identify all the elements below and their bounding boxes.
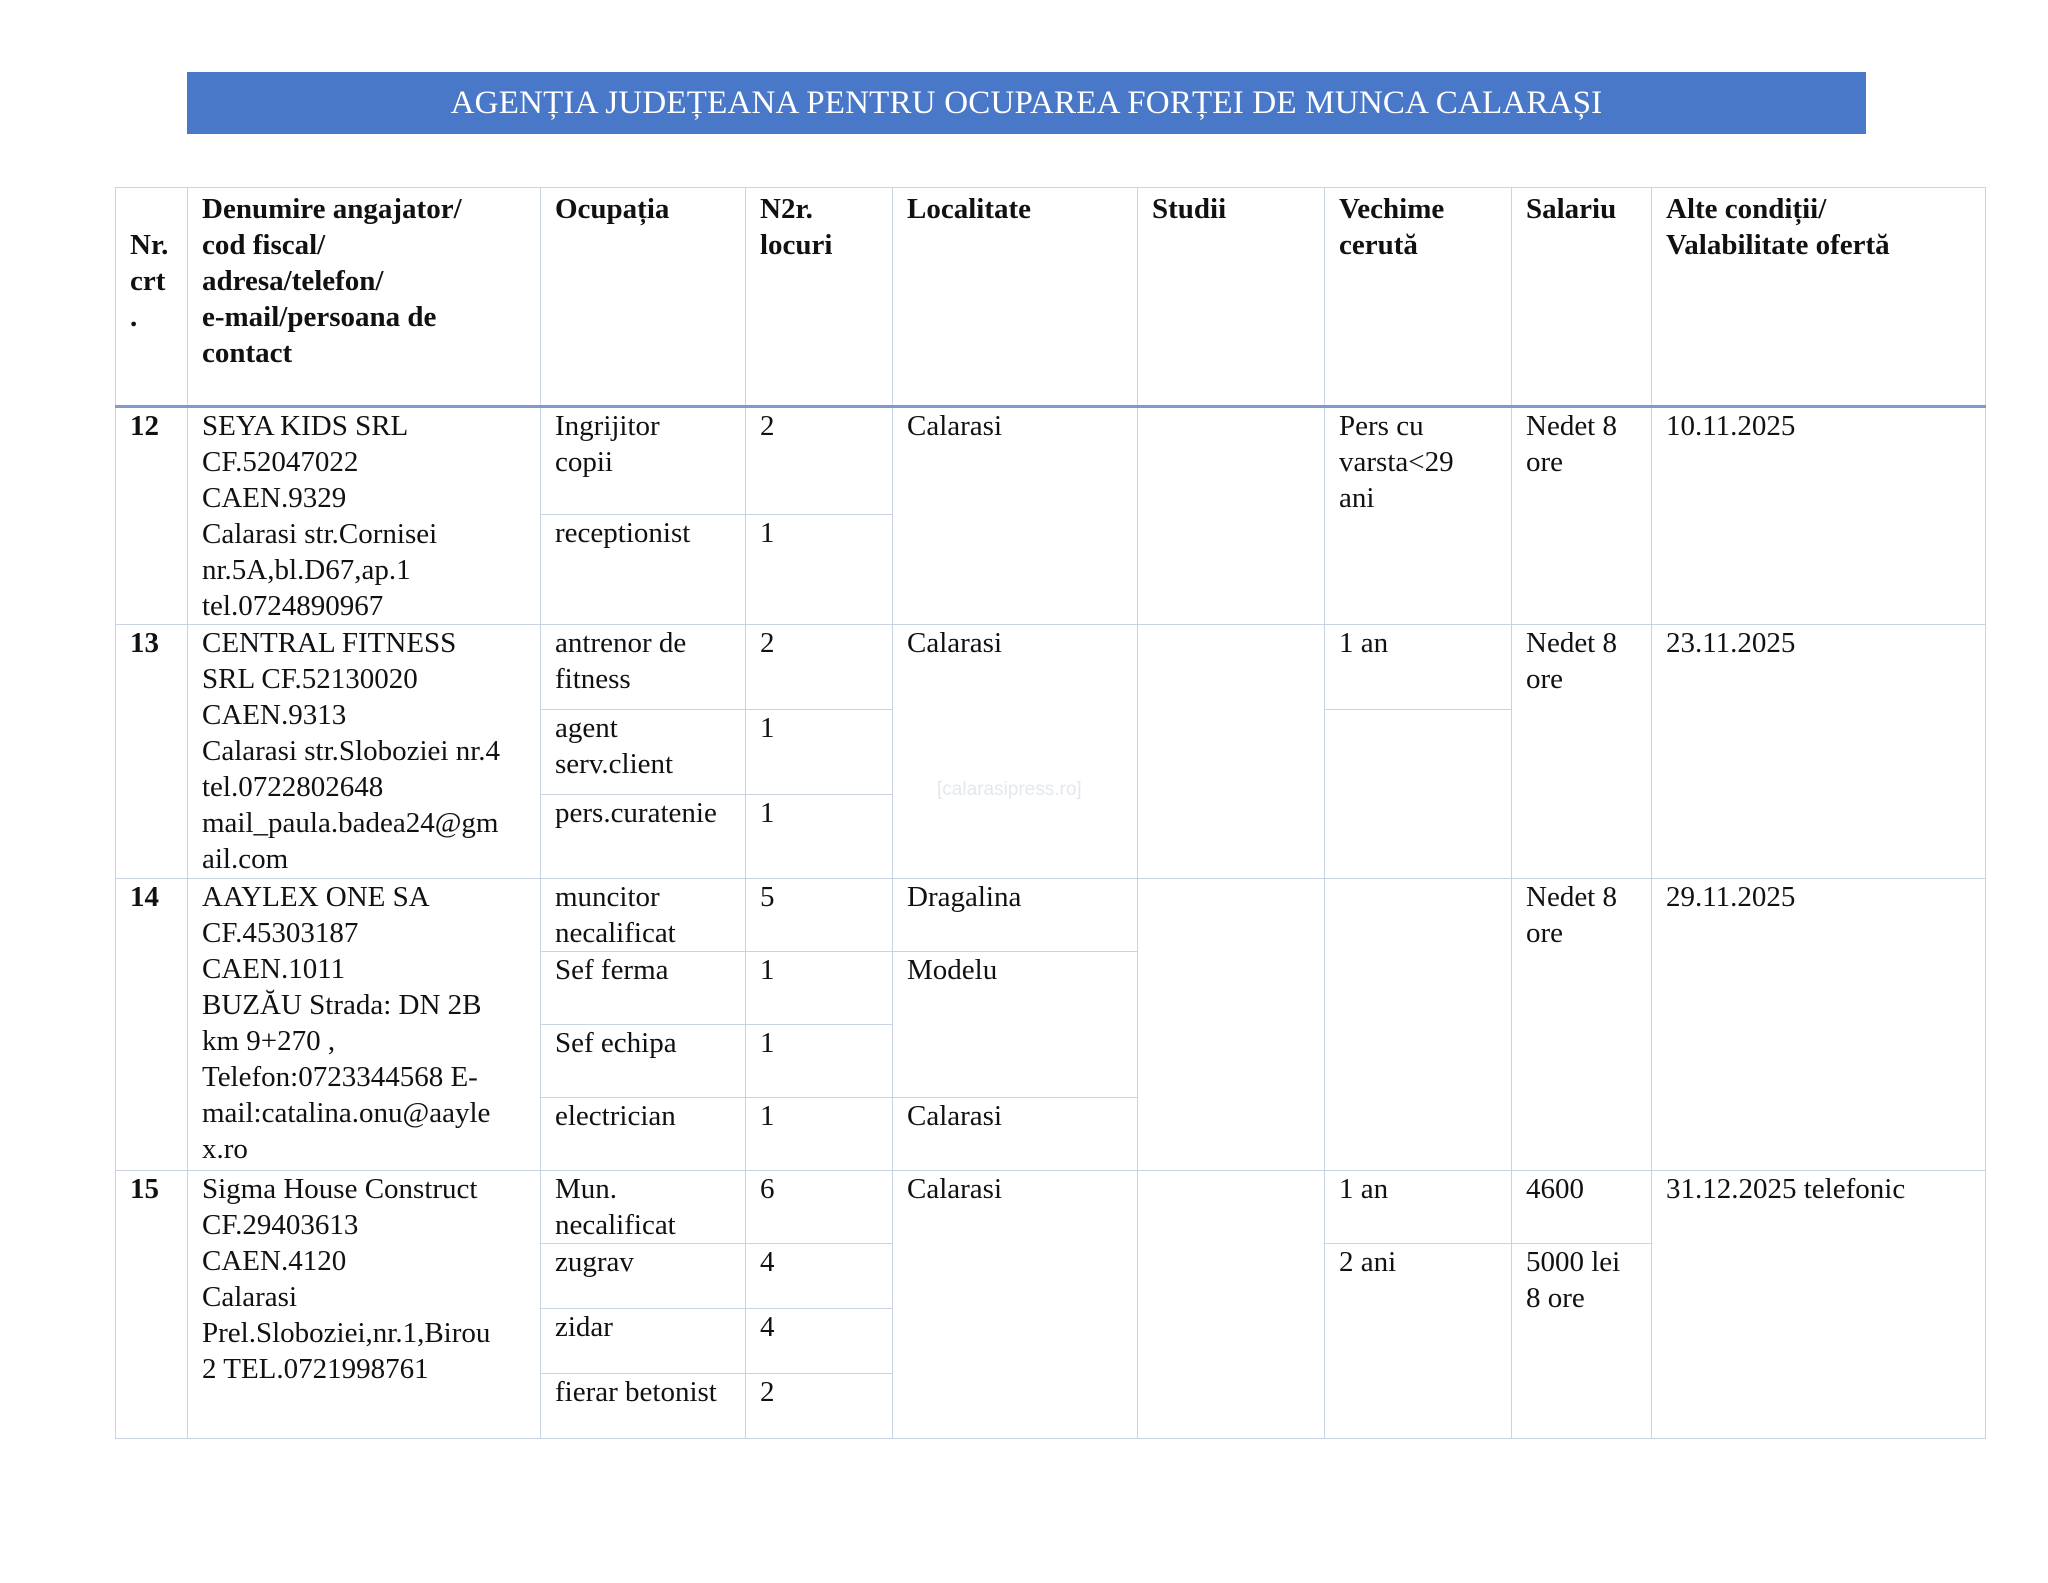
locality-cell: Dragalina bbox=[893, 879, 1138, 952]
table-header-row bbox=[116, 188, 1986, 407]
other-conditions-cell: 23.11.2025 bbox=[1652, 625, 1986, 879]
occupation-cell: muncitor necalificat bbox=[541, 879, 746, 952]
job-offers-table bbox=[115, 187, 1986, 1439]
locality-cell: Calarasi bbox=[893, 1171, 1138, 1439]
occupation-cell: agent serv.client bbox=[541, 710, 746, 795]
occupation-cell: Ingrijitor copii bbox=[541, 407, 746, 515]
employer-cell: AAYLEX ONE SA CF.45303187 CAEN.1011 BUZĂU Strada: DN 2B km 9+270 , Telefon:0723344568 E- mail:catalina.onu@aayle x.ro bbox=[188, 879, 541, 1171]
table-row bbox=[116, 1171, 1986, 1244]
locality-cell: Calarasi bbox=[893, 1098, 1138, 1171]
col-header-locality: Localitate bbox=[893, 188, 1138, 407]
col-header-seniority: Vechime cerută bbox=[1325, 188, 1512, 407]
occupation-cell: antrenor de fitness bbox=[541, 625, 746, 710]
studies-cell bbox=[1138, 1171, 1325, 1439]
places-cell: 1 bbox=[746, 1025, 893, 1098]
locality-cell: Modelu bbox=[893, 952, 1138, 1098]
occupation-cell: electrician bbox=[541, 1098, 746, 1171]
places-cell: 1 bbox=[746, 952, 893, 1025]
row-number: 14 bbox=[116, 879, 188, 1171]
places-cell: 2 bbox=[746, 625, 893, 710]
table-row bbox=[116, 625, 1986, 710]
table-row bbox=[116, 407, 1986, 515]
other-conditions-cell: 31.12.2025 telefonic bbox=[1652, 1171, 1986, 1439]
col-header-salary: Salariu bbox=[1512, 188, 1652, 407]
salary-cell: 4600 bbox=[1512, 1171, 1652, 1244]
salary-cell: Nedet 8 ore bbox=[1512, 407, 1652, 625]
col-header-employer: Denumire angajator/ cod fiscal/ adresa/telefon/ e-mail/persoana de contact bbox=[188, 188, 541, 407]
employer-cell: CENTRAL FITNESS SRL CF.52130020 CAEN.9313 Calarasi str.Sloboziei nr.4 tel.0722802648 mail_paula.badea24@gm ail.com bbox=[188, 625, 541, 879]
salary-cell: Nedet 8 ore bbox=[1512, 879, 1652, 1171]
col-header-studies: Studii bbox=[1138, 188, 1325, 407]
places-cell: 1 bbox=[746, 795, 893, 879]
col-header-other: Alte condiții/ Valabilitate ofertă bbox=[1652, 188, 1986, 407]
occupation-cell: zidar bbox=[541, 1309, 746, 1374]
occupation-cell: Sef ferma bbox=[541, 952, 746, 1025]
col-header-places: N2r. locuri bbox=[746, 188, 893, 407]
row-number: 13 bbox=[116, 625, 188, 879]
col-header-nr: Nr. crt . bbox=[116, 188, 188, 407]
other-conditions-cell: 10.11.2025 bbox=[1652, 407, 1986, 625]
occupation-cell: receptionist bbox=[541, 515, 746, 625]
seniority-cell: Pers cu varsta<29 ani bbox=[1325, 407, 1512, 625]
salary-cell: 5000 lei 8 ore bbox=[1512, 1244, 1652, 1439]
occupation-cell: fierar betonist bbox=[541, 1374, 746, 1439]
seniority-cell: 1 an bbox=[1325, 1171, 1512, 1244]
studies-cell bbox=[1138, 407, 1325, 625]
locality-cell: Calarasi bbox=[893, 625, 1138, 879]
places-cell: 4 bbox=[746, 1244, 893, 1309]
places-cell: 1 bbox=[746, 1098, 893, 1171]
other-conditions-cell: 29.11.2025 bbox=[1652, 879, 1986, 1171]
col-header-occupation: Ocupația bbox=[541, 188, 746, 407]
studies-cell bbox=[1138, 625, 1325, 879]
table-row bbox=[116, 879, 1986, 952]
places-cell: 6 bbox=[746, 1171, 893, 1244]
row-number: 12 bbox=[116, 407, 188, 625]
watermark: [calarasipress.ro] bbox=[937, 779, 1082, 800]
places-cell: 5 bbox=[746, 879, 893, 952]
seniority-cell-empty bbox=[1325, 710, 1512, 879]
places-cell: 2 bbox=[746, 407, 893, 515]
places-cell: 1 bbox=[746, 515, 893, 625]
occupation-cell: Sef echipa bbox=[541, 1025, 746, 1098]
places-cell: 2 bbox=[746, 1374, 893, 1439]
employer-cell: Sigma House Construct CF.29403613 CAEN.4120 Calarasi Prel.Sloboziei,nr.1,Birou 2 TEL.0721998761 bbox=[188, 1171, 541, 1439]
seniority-cell bbox=[1325, 879, 1512, 1171]
seniority-cell: 2 ani bbox=[1325, 1244, 1512, 1439]
salary-cell: Nedet 8 ore bbox=[1512, 625, 1652, 879]
places-cell: 4 bbox=[746, 1309, 893, 1374]
occupation-cell: zugrav bbox=[541, 1244, 746, 1309]
occupation-cell: pers.curatenie bbox=[541, 795, 746, 879]
occupation-cell: Mun. necalificat bbox=[541, 1171, 746, 1244]
employer-cell: SEYA KIDS SRL CF.52047022 CAEN.9329 Calarasi str.Cornisei nr.5A,bl.D67,ap.1 tel.0724890967 bbox=[188, 407, 541, 625]
studies-cell bbox=[1138, 879, 1325, 1171]
locality-cell: Calarasi bbox=[893, 407, 1138, 625]
row-number: 15 bbox=[116, 1171, 188, 1439]
seniority-cell: 1 an bbox=[1325, 625, 1512, 710]
places-cell: 1 bbox=[746, 710, 893, 795]
page-title-banner: AGENȚIA JUDEȚEANA PENTRU OCUPAREA FORȚEI DE MUNCA CALARAȘI bbox=[187, 72, 1866, 134]
